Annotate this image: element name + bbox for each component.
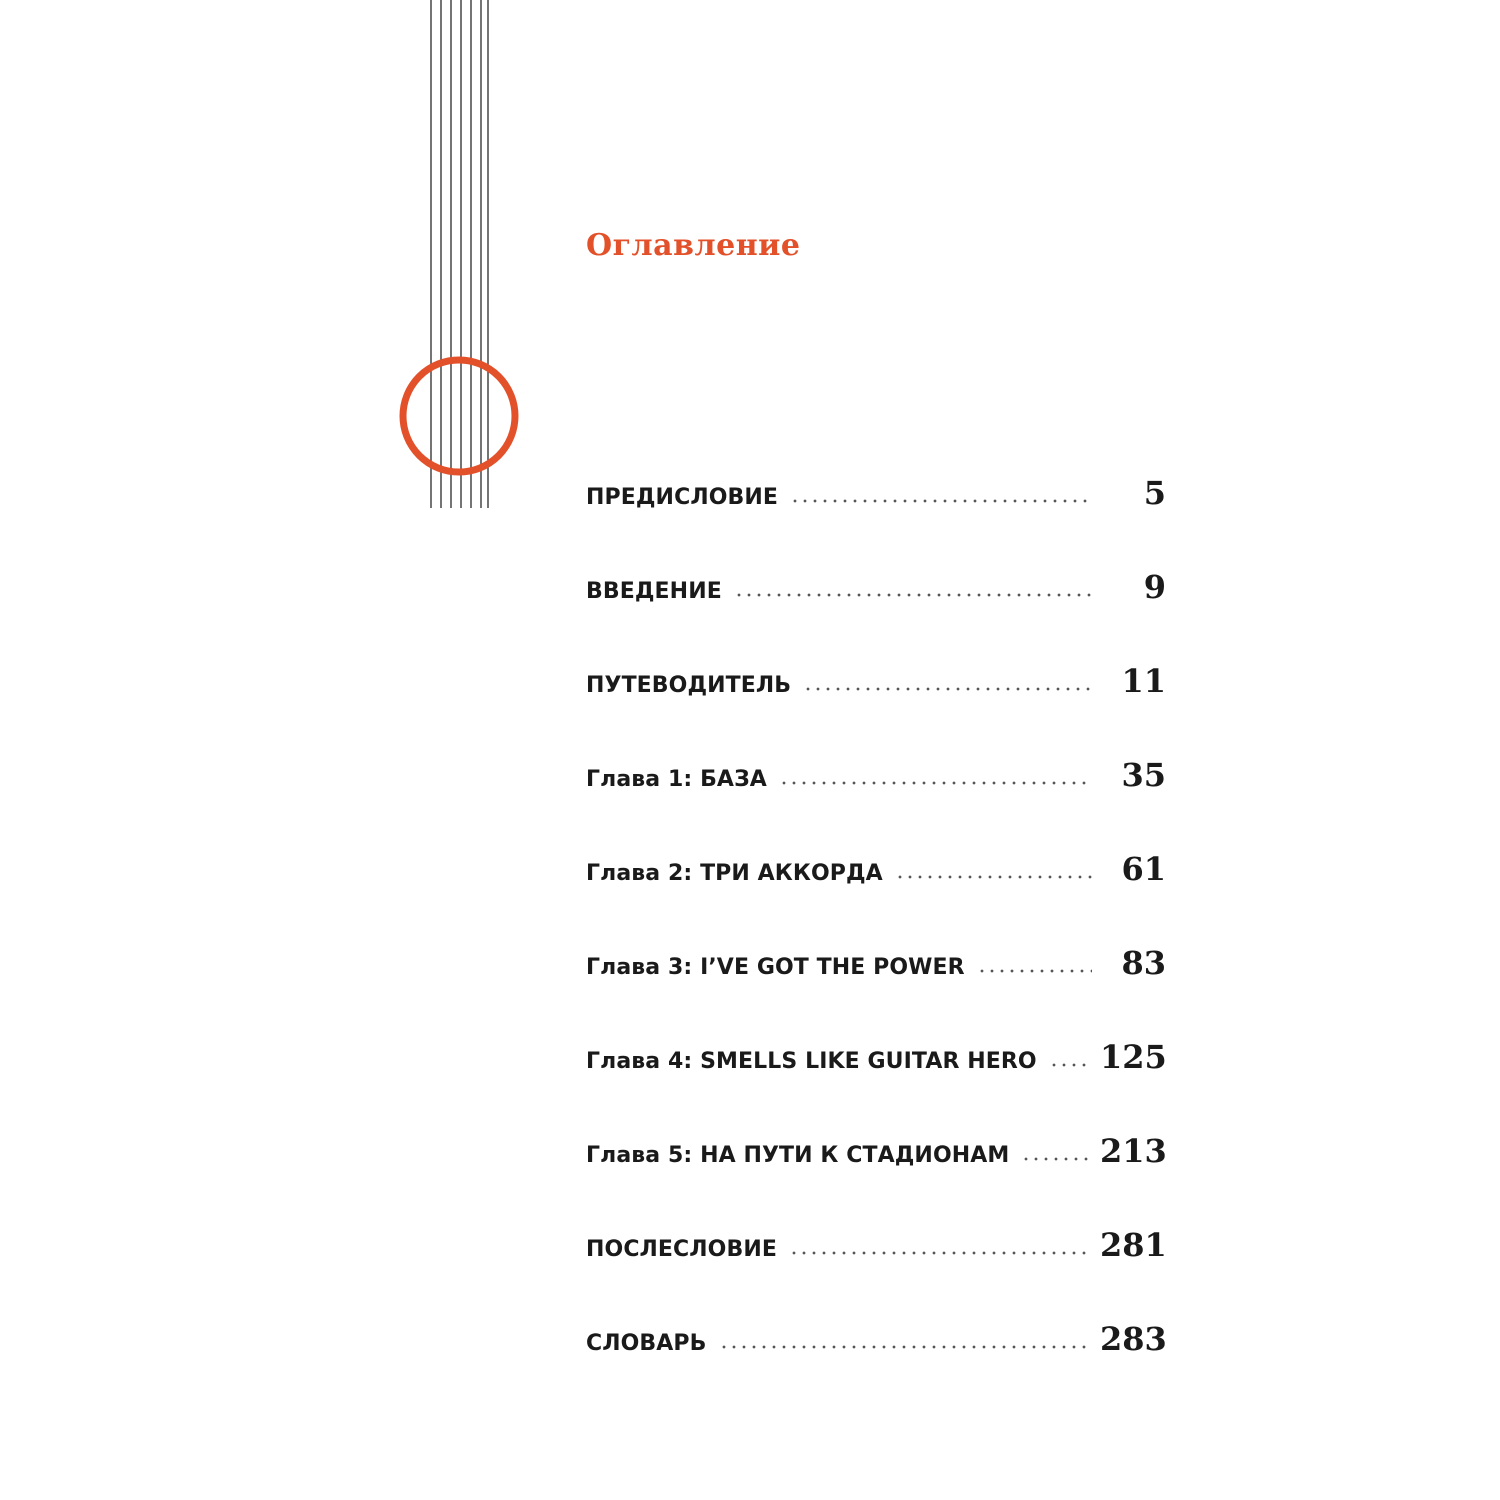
toc-entry[interactable] [586, 568, 1166, 662]
toc-entry-label: ВВЕДЕНИЕ [586, 579, 722, 604]
toc-entry[interactable] [586, 474, 1166, 568]
toc-entry[interactable] [586, 850, 1166, 944]
toc-entry-page: 213 [1100, 1132, 1167, 1170]
toc-entry[interactable] [586, 1038, 1166, 1132]
dot-leader [734, 593, 1092, 597]
toc-entry-page: 281 [1100, 1226, 1167, 1264]
table-of-contents [586, 474, 1166, 1414]
toc-entry[interactable] [586, 1132, 1166, 1226]
dot-leader [790, 499, 1092, 503]
dot-leader [719, 1345, 1092, 1349]
dot-leader [789, 1251, 1092, 1255]
toc-entry-label: СЛОВАРЬ [586, 1331, 707, 1356]
dot-leader [803, 687, 1092, 691]
toc-entry-page: 83 [1121, 944, 1166, 982]
dot-leader [1021, 1157, 1092, 1161]
toc-entry-page: 61 [1121, 850, 1166, 888]
dot-leader [1049, 1063, 1092, 1067]
toc-entry-label: ПУТЕВОДИТЕЛЬ [586, 673, 792, 698]
toc-entry-page: 283 [1100, 1320, 1167, 1358]
toc-entry-label: ПРЕДИСЛОВИЕ [586, 485, 778, 510]
toc-entry-page: 125 [1100, 1038, 1167, 1076]
page-title: Оглавление [586, 228, 801, 263]
dot-leader [977, 969, 1092, 973]
dot-leader [895, 875, 1092, 879]
toc-entry-page: 11 [1121, 662, 1166, 700]
toc-entry[interactable] [586, 1320, 1166, 1414]
toc-entry-label: Глава 2: ТРИ АККОРДА [586, 861, 883, 886]
toc-entry[interactable] [586, 1226, 1166, 1320]
toc-entry-page: 35 [1121, 756, 1166, 794]
toc-entry-label: Глава 1: БАЗА [586, 767, 767, 792]
toc-entry-label: ПОСЛЕСЛОВИЕ [586, 1237, 777, 1262]
toc-entry[interactable] [586, 662, 1166, 756]
sound-hole-ring [403, 360, 515, 472]
dot-leader [779, 781, 1092, 785]
guitar-strings [431, 0, 488, 508]
toc-entry-label: Глава 5: НА ПУТИ К СТАДИОНАМ [586, 1143, 1010, 1168]
toc-entry-label: Глава 3: I’VE GOT THE POWER [586, 955, 965, 980]
toc-entry-label: Глава 4: SMELLS LIKE GUITAR HERO [586, 1049, 1037, 1074]
guitar-strings-ornament [395, 0, 525, 512]
toc-entry-page: 5 [1143, 474, 1166, 512]
toc-entry[interactable] [586, 756, 1166, 850]
toc-entry-page: 9 [1143, 568, 1166, 606]
toc-entry[interactable] [586, 944, 1166, 1038]
